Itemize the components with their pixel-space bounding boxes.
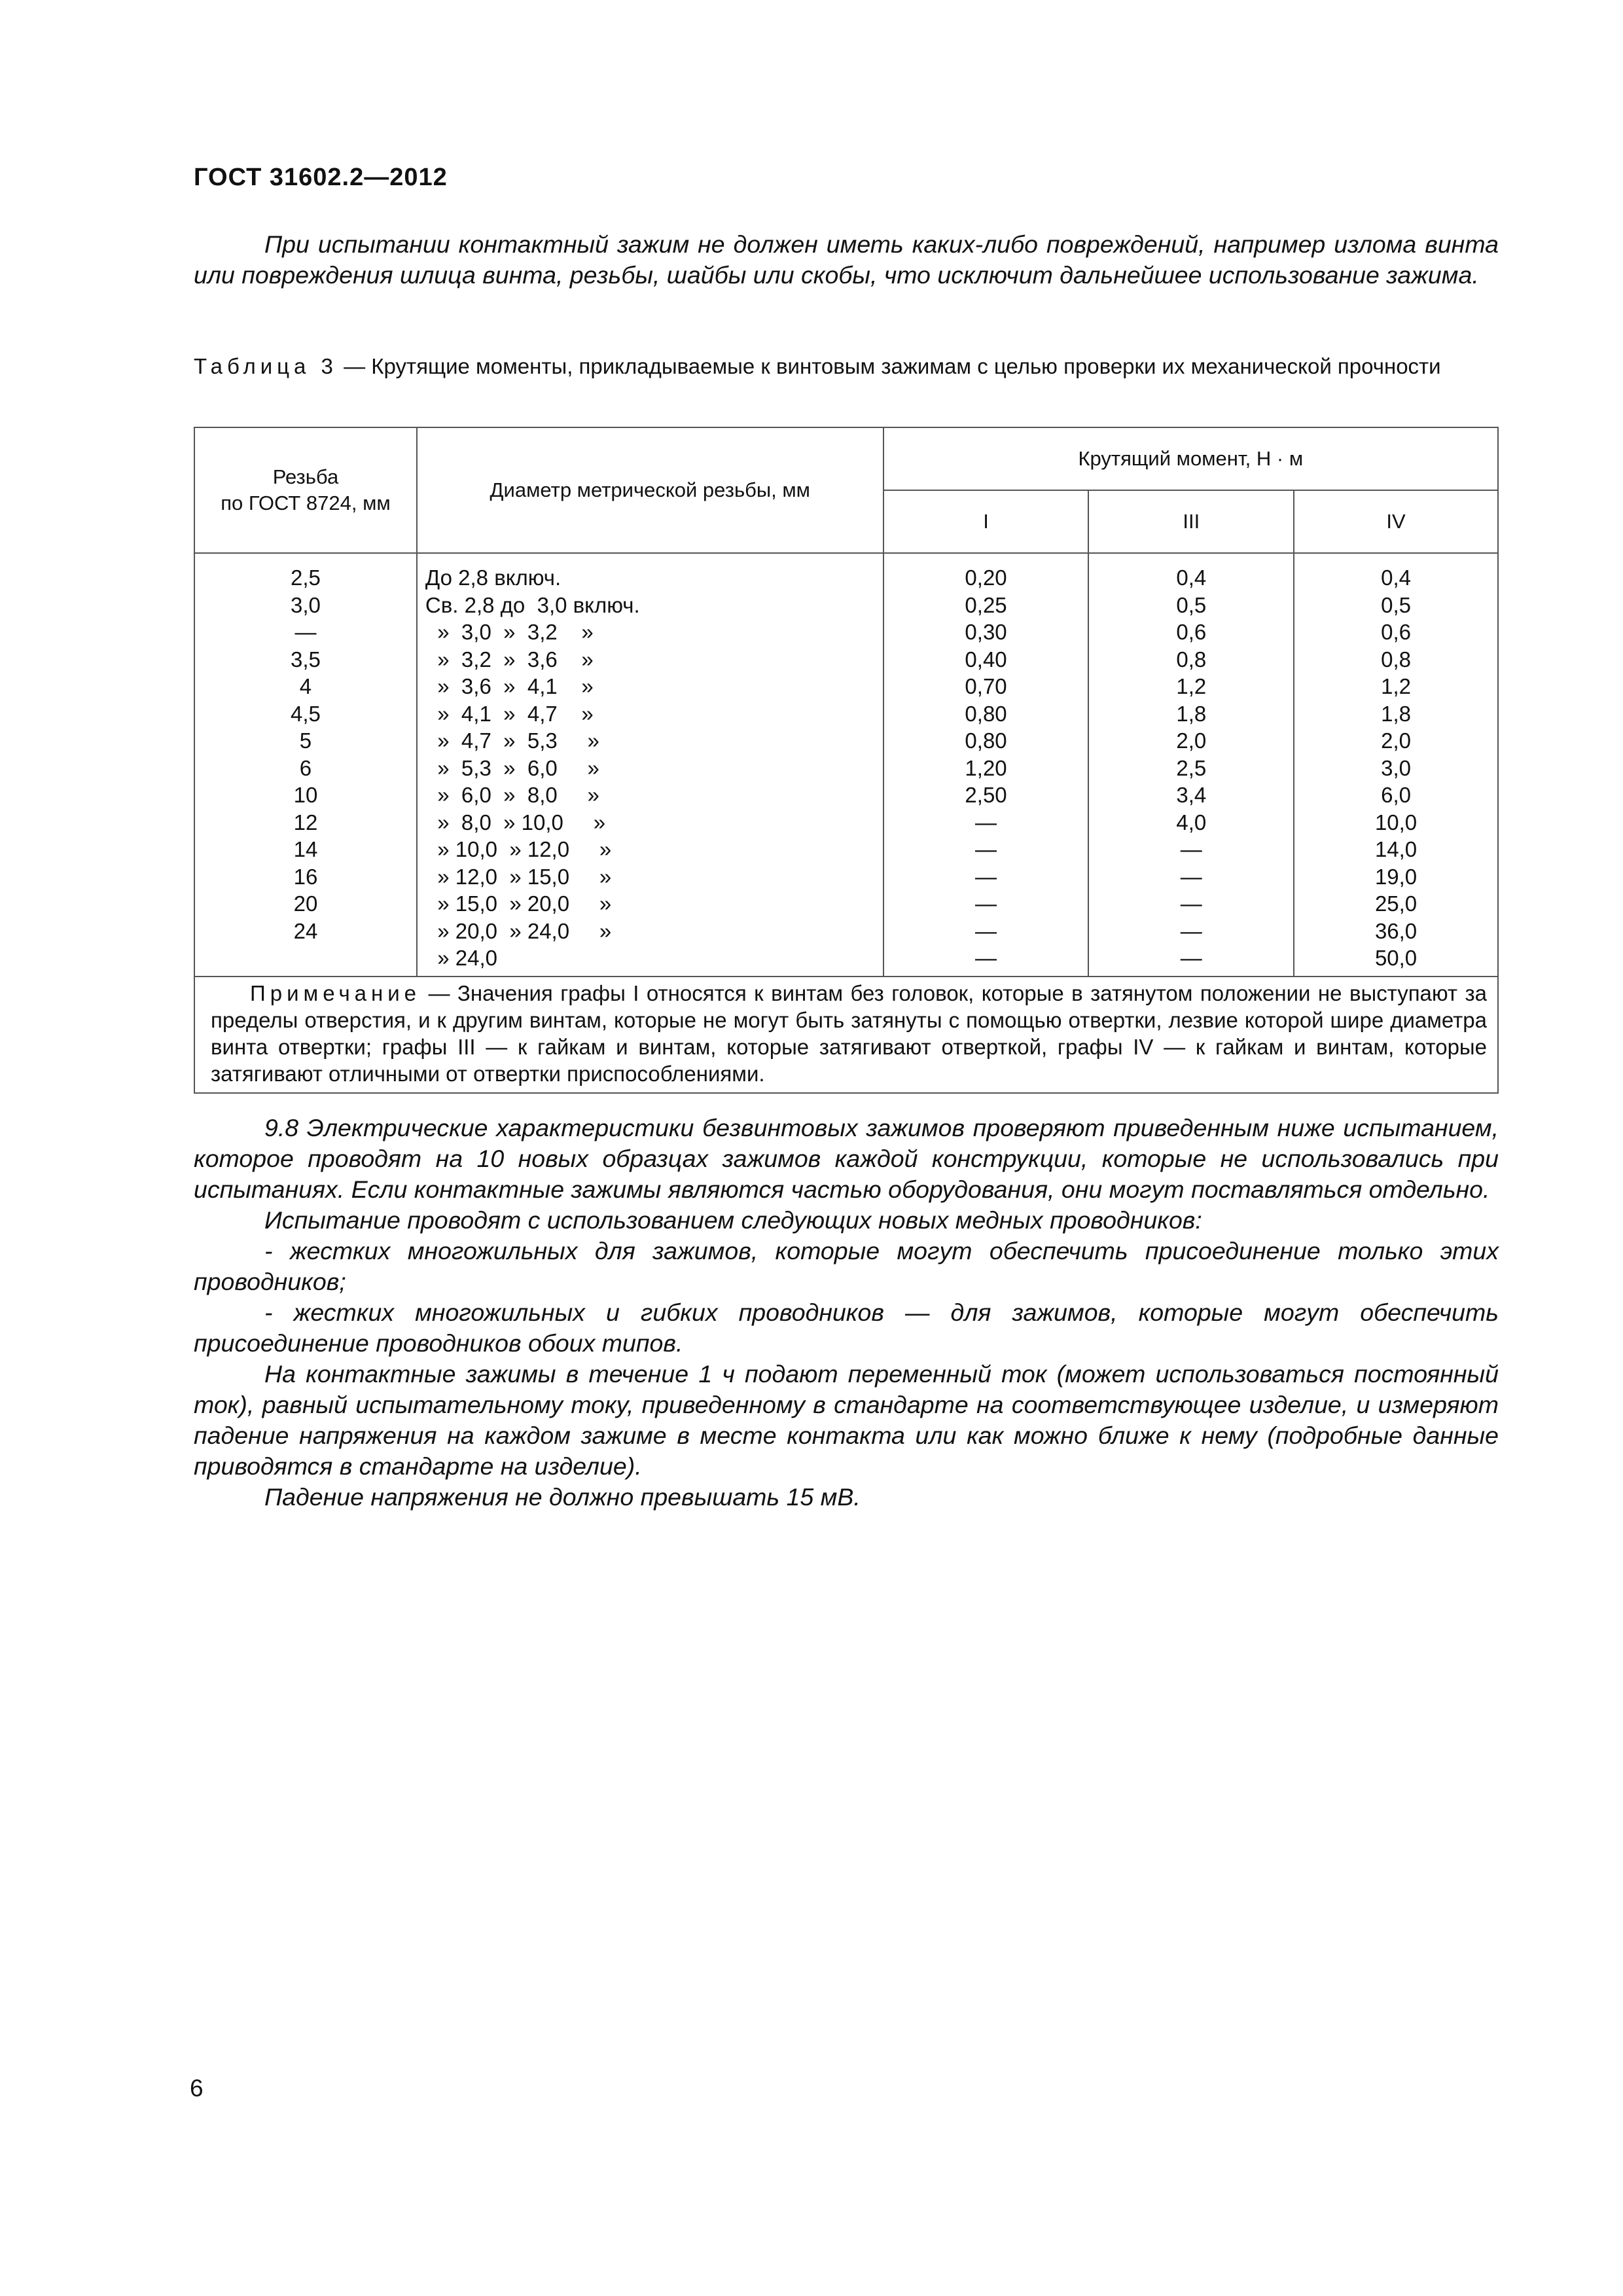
table-cell: 6,0 [1381, 783, 1411, 807]
table-cell: 4,5 [291, 701, 321, 726]
table-cell: — [975, 891, 997, 916]
table-cell: — [1180, 946, 1202, 970]
document-header: ГОСТ 31602.2—2012 [194, 164, 448, 191]
body-paragraph: - жестких многожильных и гибких проводников — для зажимов, которые могут обеспечить присоединение проводников обоих типов. [194, 1299, 1499, 1357]
table-cell: » 4,7 » 5,3 » [425, 728, 599, 753]
table-cell: 1,8 [1381, 701, 1411, 726]
table-cell: 3,0 [291, 592, 321, 617]
table-cell: 0,30 [965, 620, 1007, 644]
table-cell: 3,4 [1176, 783, 1207, 807]
column-diameter [417, 553, 883, 977]
table-cell: 14,0 [1374, 837, 1418, 861]
intro-text [194, 229, 1499, 291]
table-cell: — [1180, 864, 1202, 889]
table-cell: 20 [293, 891, 318, 916]
table-cell: — [975, 946, 997, 970]
note-text: — Значения графы I относятся к винтам без головок, которые в затянутом положении не выступают за пределы отверстия, и к другим винтам, которые не могут быть затянуты с помощью отвертки, лезвие которой шире диаметра винта отвертки; графы III — к гайкам и винтам, которые затягивают отверткой, графы IV — к гайкам и винтам, которые затягивают отличными от отвертки приспособлениями. [211, 980, 1487, 1086]
header-thread-line2: по ГОСТ 8724, мм [221, 492, 391, 514]
table-cell: 1,20 [965, 755, 1007, 780]
table-cell: » 15,0 » 20,0 » [425, 891, 612, 916]
torque-table [194, 427, 1499, 1094]
table-cell: 0,40 [965, 647, 1007, 672]
table-cell: 1,2 [1176, 674, 1207, 698]
table-cell: » 24,0 [425, 946, 497, 970]
table-cell: — [1180, 891, 1202, 916]
table-cell: 0,8 [1176, 647, 1207, 672]
column-torque-III [1088, 553, 1294, 977]
table-cell: До 2,8 включ. [425, 565, 562, 590]
table-cell: — [975, 837, 997, 861]
table-cell: 24 [293, 918, 318, 943]
table-cell: 12 [293, 810, 318, 834]
table-cell: — [294, 620, 317, 644]
table-cell: 0,6 [1176, 620, 1207, 644]
table-cell: 0,20 [965, 565, 1007, 590]
column-torque-IV [1294, 553, 1498, 977]
header-col-IV: IV [1294, 490, 1498, 553]
body-paragraph: 9.8 Электрические характеристики безвинтовых зажимов проверяют приведенным ниже испытанием, которое проводят на 10 новых образцах зажимов каждой конструкции, которые не использовались при испытаниях. Если контактные зажимы являются частью оборудования, они могут поставляться отдельно. [194, 1114, 1499, 1203]
table-cell: » 3,0 » 3,2 » [425, 620, 594, 644]
table-cell: Св. 2,8 до 3,0 включ. [425, 592, 640, 617]
intro-paragraph: При испытании контактный зажим не должен иметь каких-либо повреждений, например излома винта или повреждения шлица винта, резьбы, шайбы или скобы, что исключит дальнейшее использование зажима. [194, 230, 1499, 289]
body-paragraph: - жестких многожильных для зажимов, которые могут обеспечить присоединение только этих проводников; [194, 1237, 1499, 1295]
table-cell: 0,5 [1381, 592, 1411, 617]
table-cell: 4 [299, 674, 312, 698]
table-cell: 10,0 [1374, 810, 1418, 834]
table-caption-text: — Крутящие моменты, прикладываемые к винтовым зажимам с целью проверки их механической прочности [337, 354, 1441, 378]
table-cell [195, 944, 416, 972]
table-cell: 0,6 [1381, 620, 1411, 644]
table-cell: 0,80 [965, 701, 1007, 726]
table-cell: 0,4 [1381, 565, 1411, 590]
body-paragraph: Падение напряжения не должно превышать 15 мВ. [264, 1483, 861, 1511]
body-paragraph: На контактные зажимы в течение 1 ч подают переменный ток (может использоваться постоянный ток), равный испытательному току, приведенному в стандарте на соответствующее изделие, и измеряют падение напряжения на каждом зажиме в месте контакта или как можно ближе к нему (подробные данные приводятся в стандарте на изделие). [194, 1360, 1499, 1480]
table-cell: 19,0 [1374, 864, 1418, 889]
table-cell: 50,0 [1374, 946, 1418, 970]
table-cell: 2,0 [1176, 728, 1207, 753]
table-cell: 0,5 [1176, 592, 1207, 617]
table-cell: » 10,0 » 12,0 » [425, 837, 612, 861]
table-cell: » 3,2 » 3,6 » [425, 647, 594, 672]
table-caption-label: Таблица 3 [194, 354, 338, 378]
header-thread-line1: Резьба [272, 465, 339, 488]
table-cell: 4,0 [1176, 810, 1207, 834]
table-cell: 0,8 [1381, 647, 1411, 672]
table-cell: 5 [299, 728, 312, 753]
header-diameter: Диаметр метрической резьбы, мм [417, 427, 883, 553]
page-number: 6 [190, 2075, 204, 2102]
table-cell: 0,80 [965, 728, 1007, 753]
table-note [194, 977, 1498, 1093]
header-col-I: I [883, 490, 1089, 553]
table-caption [194, 352, 1499, 381]
table-cell: 16 [293, 864, 318, 889]
table-cell: 2,5 [291, 565, 321, 590]
table-cell: » 4,1 » 4,7 » [425, 701, 594, 726]
table-cell: — [975, 810, 997, 834]
column-torque-I [883, 553, 1089, 977]
column-thread [194, 553, 417, 977]
table-cell: » 20,0 » 24,0 » [425, 918, 612, 943]
table-cell: 14 [293, 837, 318, 861]
table-cell: 2,50 [965, 783, 1007, 807]
table-cell: » 3,6 » 4,1 » [425, 674, 594, 698]
table-cell: 1,2 [1381, 674, 1411, 698]
table-cell: 0,70 [965, 674, 1007, 698]
table-cell: — [1180, 918, 1202, 943]
body-paragraph: Испытание проводят с использованием следующих новых медных проводников: [264, 1206, 1202, 1234]
table-cell: 25,0 [1374, 891, 1418, 916]
table-cell: » 6,0 » 8,0 » [425, 783, 599, 807]
table-cell: 3,5 [291, 647, 321, 672]
body-text [194, 1113, 1499, 1513]
table-cell: 3,0 [1381, 755, 1411, 780]
table-cell: 2,5 [1176, 755, 1207, 780]
table-cell: 10 [293, 783, 318, 807]
table-cell: » 5,3 » 6,0 » [425, 755, 599, 780]
table-cell: 0,4 [1176, 565, 1207, 590]
table-cell: 0,25 [965, 592, 1007, 617]
header-torque: Крутящий момент, Н · м [883, 427, 1498, 490]
table-cell: — [1180, 837, 1202, 861]
table-cell: » 8,0 » 10,0 » [425, 810, 606, 834]
table-cell: » 12,0 » 15,0 » [425, 864, 612, 889]
note-label: Примечание [250, 980, 421, 1005]
table-cell: 6 [299, 755, 312, 780]
header-col-III: III [1088, 490, 1294, 553]
table-cell: — [975, 864, 997, 889]
table-cell: 1,8 [1176, 701, 1207, 726]
table-cell: 36,0 [1374, 918, 1418, 943]
table-cell: 2,0 [1381, 728, 1411, 753]
header-thread [194, 427, 417, 553]
table-cell: — [975, 918, 997, 943]
